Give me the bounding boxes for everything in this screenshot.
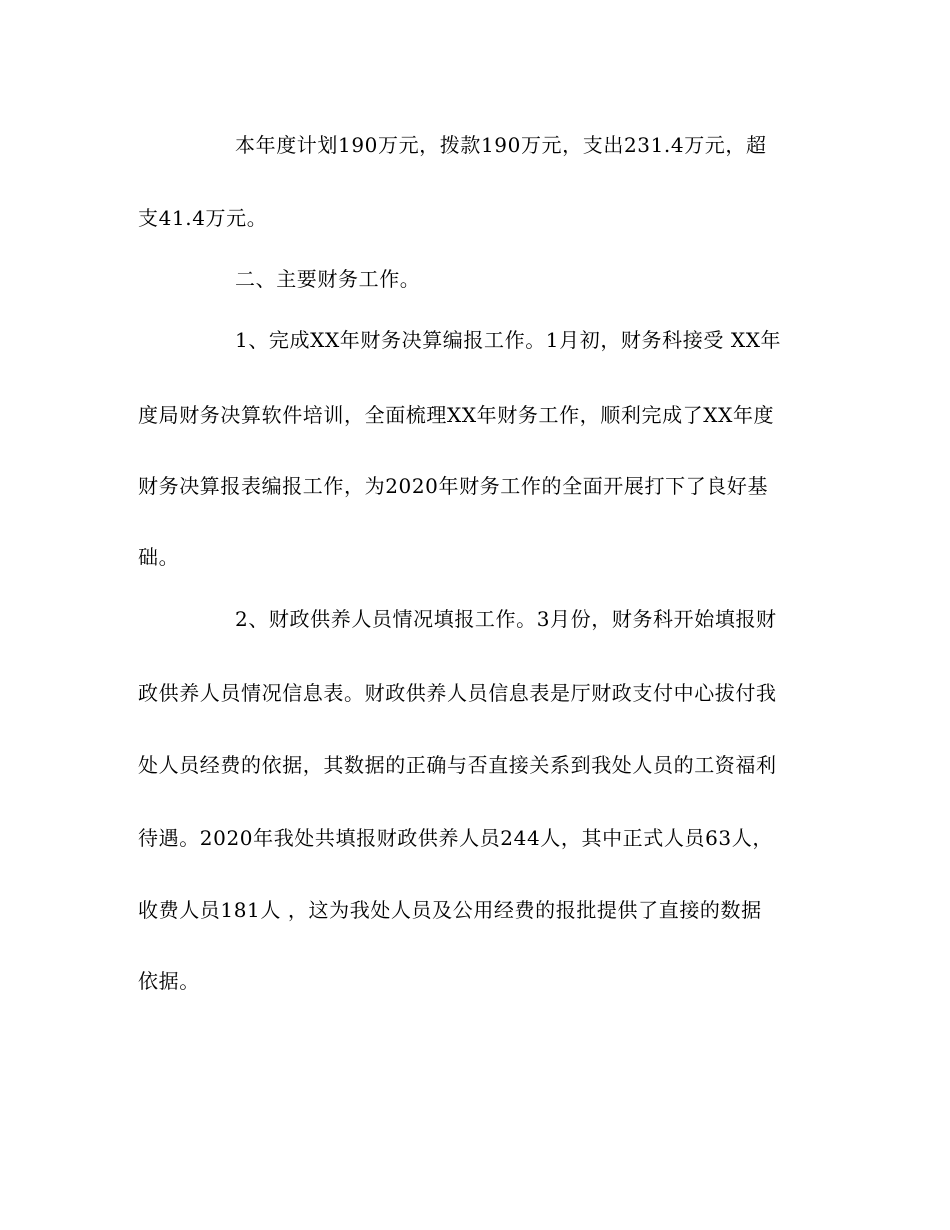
section-heading: 二、主要财务工作。 xyxy=(235,267,421,291)
text-line-9: 政供养人员情况信息表。财政供养人员信息表是厅财政支付中心拔付我 xyxy=(138,681,777,705)
text-line-13: 依据。 xyxy=(138,969,200,993)
text-line-8: 2、财政供养人员情况填报工作。3月份，财务科开始填报财 xyxy=(235,607,777,631)
text-line-5: 度局财务决算软件培训，全面梳理XX年财务工作，顺利完成了XX年度 xyxy=(138,403,775,427)
text-line-7: 础。 xyxy=(138,545,180,569)
text-line-4: 1、完成XX年财务决算编报工作。1月初，财务科接受 XX年 xyxy=(235,328,782,352)
text-line-2: 支41.4万元。 xyxy=(138,206,268,230)
text-line-1: 本年度计划190万元，拨款190万元，支出231.4万元，超 xyxy=(235,133,767,157)
text-line-12: 收费人员181人 ，这为我处人员及公用经费的报批提供了直接的数据 xyxy=(138,898,762,922)
text-line-11: 待遇。2020年我处共填报财政供养人员244人，其中正式人员63人， xyxy=(138,826,773,850)
text-line-10: 处人员经费的依据，其数据的正确与否直接关系到我处人员的工资福利 xyxy=(138,753,777,777)
text-line-6: 财务决算报表编报工作，为2020年财务工作的全面开展打下了良好基 xyxy=(138,474,769,498)
